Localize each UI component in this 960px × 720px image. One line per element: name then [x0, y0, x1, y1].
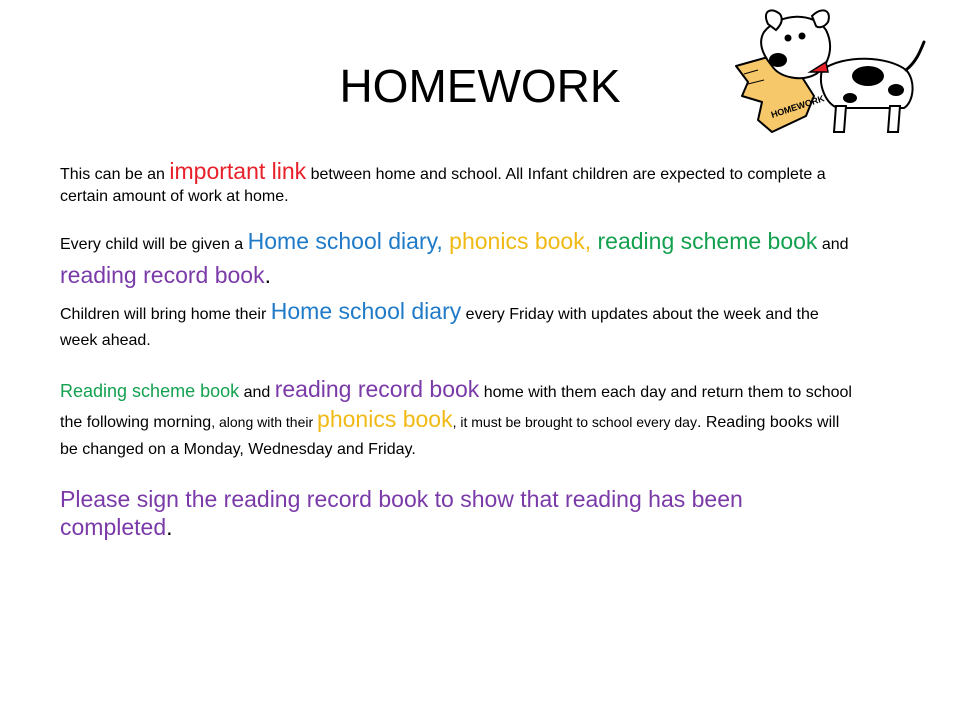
highlight-phonics-book: phonics book — [317, 406, 453, 432]
text: every Friday with updates about the week and the week ahead. — [60, 306, 819, 349]
paragraph-sign-record — [60, 485, 860, 541]
content-body — [60, 160, 860, 541]
text: and — [817, 236, 849, 253]
homework-sign-text: HOMEWORK — [769, 93, 826, 120]
page-title: HOMEWORK — [339, 60, 621, 112]
highlight-important-link: important link — [169, 158, 307, 184]
text: home with them each day and return them to school the following morning — [60, 384, 852, 431]
punctuation: . — [264, 262, 271, 288]
text: and — [239, 384, 275, 401]
punctuation: . — [166, 514, 173, 540]
dog-eating-homework-illustration — [718, 4, 930, 136]
text: , it must be brought to school every day — [452, 414, 697, 430]
highlight-reading-record-book: reading record book — [60, 262, 265, 288]
highlight-home-school-diary: Home school diary — [247, 228, 437, 254]
paragraph-intro — [60, 160, 860, 208]
paragraph-materials — [60, 226, 860, 294]
highlight-phonics-book: phonics book — [442, 228, 585, 254]
paragraph-reading-books — [60, 376, 860, 463]
paragraph-diary-friday — [60, 298, 860, 354]
highlight-reading-scheme-book: Reading scheme book — [60, 381, 240, 401]
highlight-reading-scheme-book: reading scheme book — [591, 228, 818, 254]
highlight-reading-record-book: reading record book — [274, 376, 480, 402]
text: . Reading books will be changed on a Monday, Wednesday and Friday. — [60, 414, 840, 458]
text: between home and school. All Infant children are expected to complete a certain amount of work at home. — [60, 166, 826, 205]
text: This can be an — [60, 166, 170, 183]
punctuation: , — [436, 228, 443, 254]
text: , along with their — [211, 414, 318, 430]
text: Please sign the reading record book to show that reading has been completed — [60, 486, 743, 540]
punctuation: , — [584, 228, 592, 254]
highlight-home-school-diary: Home school diary — [270, 298, 462, 324]
text: Children will bring home their — [60, 306, 271, 323]
text: Every child will be given a — [60, 236, 248, 253]
